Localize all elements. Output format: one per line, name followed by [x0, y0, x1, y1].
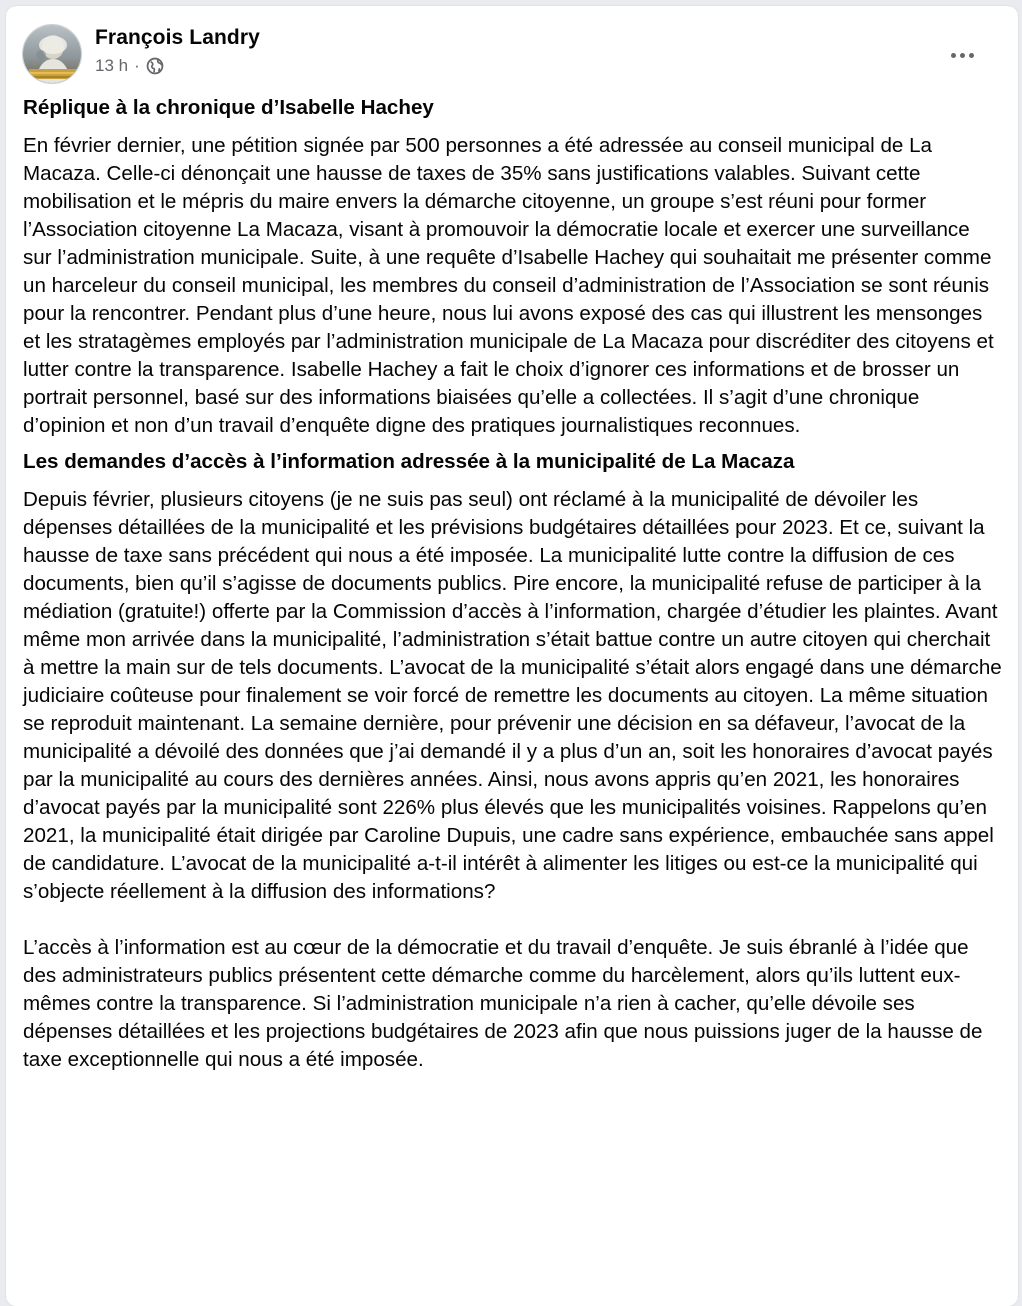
more-dot-icon	[960, 53, 965, 58]
post-paragraph-3: L’accès à l’information est au cœur de la démocratie et du travail d’enquête. Je suis ébranlé à l’idée que des administrateurs publics présentent cette démarche comme du harcèlement, alors qu’ils luttent eux-mêmes contre la transparence. Si l’administration municipale n’a rien à cacher, qu’elle dévoile ses dépenses détaillées et les projections budgétaires de 2023 afin que nous puissions juger de la hausse de taxe exceptionnelle qui nous a été imposée.	[23, 936, 983, 1071]
more-options-icon[interactable]	[944, 40, 980, 70]
avatar[interactable]	[22, 24, 82, 84]
post-heading-access: Les demandes d’accès à l’information adressée à la municipalité de La Macaza	[23, 450, 795, 473]
post-heading-reply: Réplique à la chronique d’Isabelle Hachey	[23, 96, 434, 119]
post-paragraph-2: Depuis février, plusieurs citoyens (je ne suis pas seul) ont réclamé à la municipalité de dévoiler les dépenses détaillées de la municipalité et les prévisions budgétaires détaillées pour 2023. Et ce, suivant la hausse de taxe sans précédent qui nous a été imposée. La municipalité lutte contre la diffusion de ces documents, bien qu’il s’agisse de documents publics. Pire encore, la municipalité refuse de participer à la médiation (gratuite!) offerte par la Commission d’accès à l’information, chargée d’étudier les plaintes. Avant même mon arrivée dans la municipalité, l’administration s’était battue contre un autre citoyen qui cherchait à mettre la main sur de tels documents. L’avocat de la municipalité s’était alors engagé dans une démarche judiciaire coûteuse pour finalement se voir forcé de remettre les documents au citoyen. La même situation se reproduit maintenant. La semaine dernière, pour prévenir une décision en sa défaveur, l’avocat de la municipalité a dévoilé des données que j’ai demandé il y a plus d’un an, soit les honoraires d’avocat payés par la municipalité au cours des dernières années. Ainsi, nous avons appris qu’en 2021, les honoraires d’avocat payés par la municipalité sont 226% plus élevés que les municipalités voisines. Rappelons qu’en 2021, la municipalité était dirigée par Caroline Dupuis, une cadre sans expérience, embauchée sans appel de candidature. L’avocat de la municipalité a-t-il intérêt à alimenter les litiges ou est-ce la municipalité qui s’objecte réellement à la diffusion des informations?	[23, 488, 1002, 903]
post-card	[6, 6, 1018, 1306]
post-time[interactable]: 13 h	[95, 56, 129, 75]
avatar-photo-icon	[23, 25, 82, 84]
post-paragraph-1: En février dernier, une pétition signée par 500 personnes a été adressée au conseil municipal de La Macaza. Celle-ci dénonçait une hausse de taxes de 35% sans justifications valables. Suivant cette mobilisation et le mépris du maire envers la démarche citoyenne, un groupe s’est réuni pour former l’Association citoyenne La Macaza, visant à promouvoir la démocratie locale et exercer une surveillance sur l’administration municipale. Suite, à une requête d’Isabelle Hachey qui souhaitait me présenter comme un harceleur du conseil municipal, les membres du conseil d’administration de l’Association se sont réunis pour la rencontrer. Pendant plus d’une heure, nous lui avons exposé des cas qui illustrent les mensonges et les stratagèmes employés par l’administration municipale de La Macaza pour discréditer des citoyens et lutter contre la transparence. Isabelle Hachey a fait le choix d’ignorer ces informations et de brosser un portrait personnel, basé sur des informations biaisées qu’elle a collectées. Il s’agit d’une chronique d’opinion et non d’un travail d’enquête digne des pratiques journalistiques reconnues.	[23, 134, 994, 437]
post-body	[23, 94, 1003, 1082]
post-header	[22, 24, 1002, 86]
more-dot-icon	[951, 53, 956, 58]
author-name[interactable]: François Landry	[95, 26, 260, 49]
post-meta	[95, 56, 164, 76]
globe-icon[interactable]	[146, 57, 164, 75]
meta-separator: ·	[134, 56, 140, 75]
more-dot-icon	[969, 53, 974, 58]
